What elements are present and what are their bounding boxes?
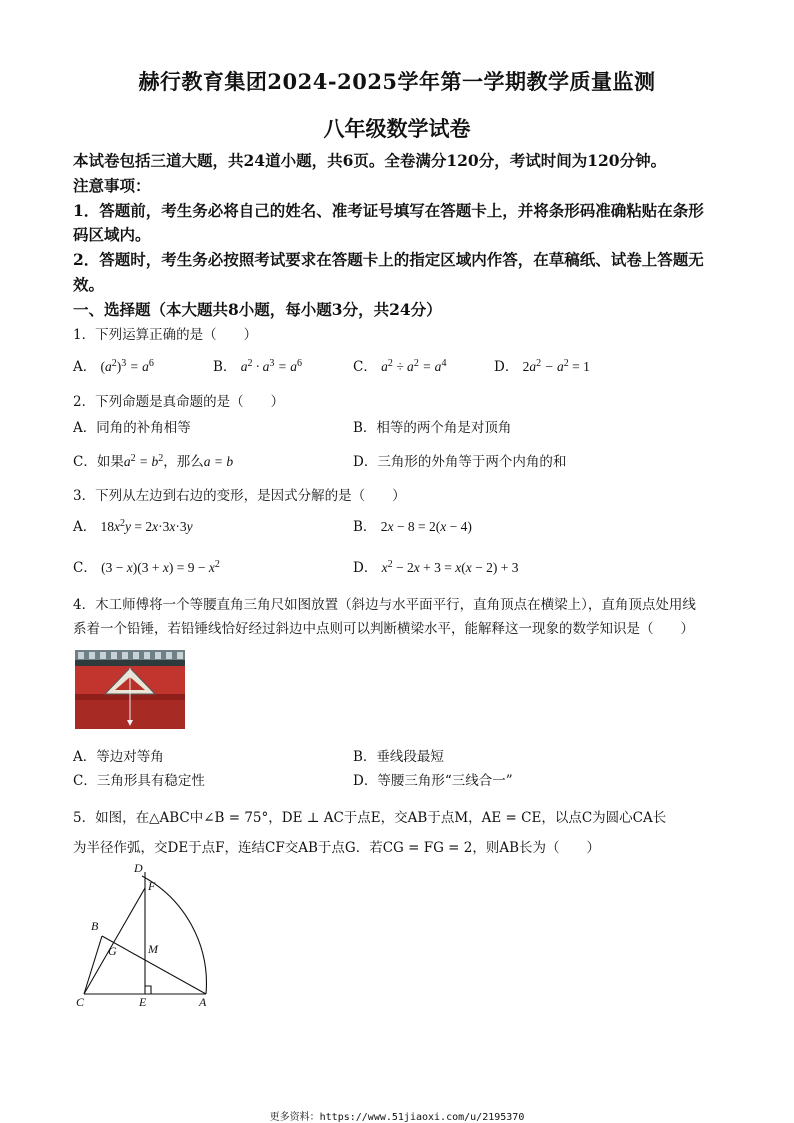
note-2-line-1: 2．答题时，考生务必按照考试要求在答题卡上的指定区域内作答，在草稿纸、试卷上答题无 <box>73 250 704 269</box>
q1-option-a: A． $(a^2)^3 = a^6$ <box>73 358 154 375</box>
segment-cf <box>84 888 145 994</box>
label-e: E <box>139 995 147 1008</box>
q1-option-a-math: $(a^2)^3 = a^6$ <box>100 358 154 374</box>
note-1-line-2: 码区域内。 <box>73 225 151 244</box>
q2-option-a: A．同角的补角相等 <box>73 420 191 436</box>
q3-option-c: C． $(3 - x)(3 + x) = 9 - x^2$ <box>73 559 220 576</box>
q1-option-d: D． $2a^2 - a^2 = 1$ <box>494 358 590 375</box>
q4-option-a: A．等边对等角 <box>73 749 164 765</box>
exam-subtitle: 八年级数学试卷 <box>323 116 471 141</box>
section-1-title: 一、选择题（本大题共8小题，每小题3分，共24分） <box>73 300 442 319</box>
q2-option-c: C．如果$a^2 = b^2$，那么a = b <box>73 453 234 470</box>
q4-option-d: D．等腰三角形“三线合一” <box>353 773 513 789</box>
q4-option-b: B．垂线段最短 <box>353 749 444 765</box>
right-angle-mark <box>145 986 151 994</box>
label-a: A <box>199 995 207 1008</box>
q4-option-c: C．三角形具有稳定性 <box>73 773 205 789</box>
q2-stem: 2．下列命题是真命题的是（ ） <box>73 394 285 410</box>
q5-stem-line-2: 为半径作弧，交DE于点F，连结CF交AB于点G．若CG = FG = 2，则AB长为（ ） <box>73 840 601 856</box>
note-2-line-2: 效。 <box>73 275 105 294</box>
q1-option-b: B． $a^2 \cdot a^3 = a^6$ <box>213 358 302 375</box>
carpenter-square-photo <box>75 650 185 729</box>
q2-option-b: B．相等的两个角是对顶角 <box>353 420 512 436</box>
q1-option-c: C． $a^2 \div a^2 = a^4$ <box>353 358 447 375</box>
q4-stem-line-1: 4．木工师傅将一个等腰直角三角尺如图放置（斜边与水平面平行，直角顶点在横梁上），直角顶点处用线 <box>73 597 696 613</box>
label-f: F <box>148 879 156 893</box>
q3-option-a: A． $18x^2y = 2x\cdot 3x\cdot 3y$ <box>73 518 193 535</box>
q5-stem-line-1: 5．如图，在△ABC中∠B = 75°，DE ⊥ AC于点E，交AB于点M，AE = CE，以点C为圆心CA长 <box>73 810 667 826</box>
segment-bc <box>84 936 102 994</box>
q3-option-d: D． $x^2 - 2x + 3 = x(x - 2) + 3$ <box>353 559 519 576</box>
q4-stem-line-2: 系着一个铅锤，若铅锤线恰好经过斜边中点则可以判断横梁水平，能解释这一现象的数学知识是（ ） <box>73 621 694 637</box>
q2-option-d: D．三角形的外角等于两个内角的和 <box>353 454 567 470</box>
notice-title: 注意事项： <box>73 176 151 195</box>
q3-option-b: B． 2x − 8 = 2(x − 4) <box>353 519 472 535</box>
exam-summary: 本试卷包括三道大题，共24道小题，共6页。全卷满分120分，考试时间为120分钟。 <box>73 151 667 170</box>
label-g: G <box>108 944 117 958</box>
q1-stem: 1．下列运算正确的是（ ） <box>73 327 258 343</box>
note-1-line-1: 1．答题前，考生务必将自己的姓名、准考证号填写在答题卡上，并将条形码准确粘贴在条形 <box>73 201 704 220</box>
label-c: C <box>76 995 85 1008</box>
label-b: B <box>91 919 99 933</box>
exam-title: 赫行教育集团2024-2025学年第一学期教学质量监测 <box>138 69 656 94</box>
q5-geometry-figure <box>68 858 218 1008</box>
label-m: M <box>148 942 158 956</box>
label-d: D <box>134 861 143 875</box>
q3-stem: 3．下列从左边到右边的变形，是因式分解的是（ ） <box>73 488 406 504</box>
footer-link[interactable]: 更多资料：https://www.51jiaoxi.com/u/2195370 <box>269 1112 525 1123</box>
